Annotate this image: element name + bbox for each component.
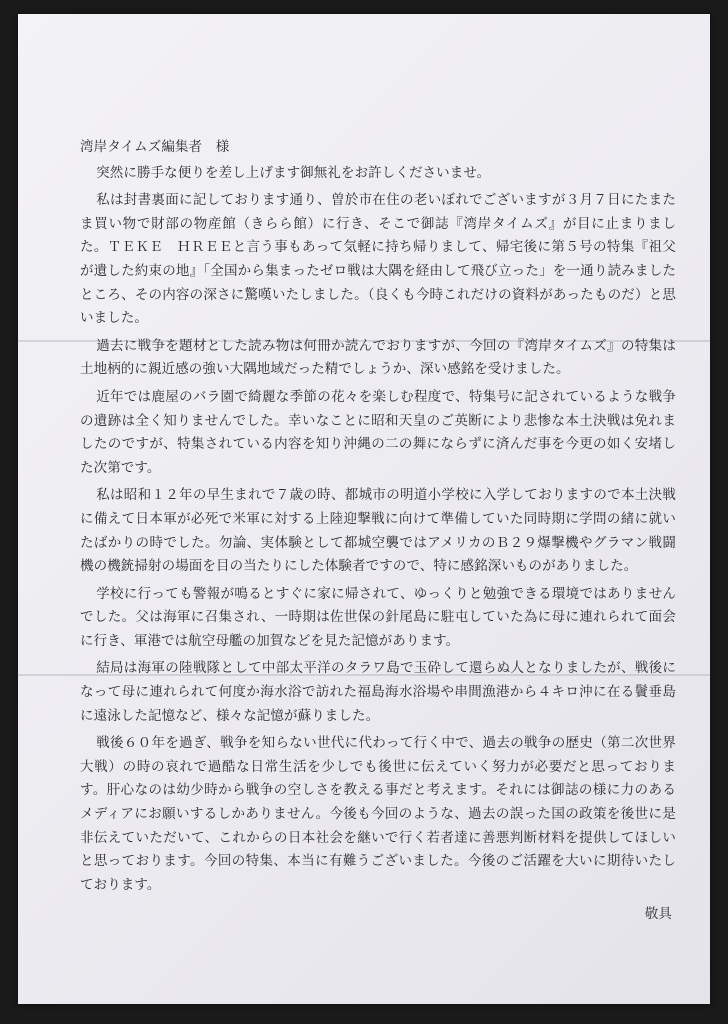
letter-page [18,14,710,1004]
letter-addressee: 湾岸タイムズ編集者 様 [80,139,230,155]
letter-paragraph: 近年では鹿屋のバラ園で綺麗な季節の花々を楽しむ程度で、特集号に記されているような戦争の遺跡は全く知りませんでした。幸いなことに昭和天皇のご英断により悲惨な本土決戦は免れましたのですが、特集されている内容を知り沖縄の二の舞にならずに済んだ事を今更の如く安堵した次第です。 [80,388,676,476]
letter-paragraph: 戦後６０年を過ぎ、戦争を知らない世代に代わって行く中で、過去の戦争の歴史（第二次世界大戦）の時の哀れで過酷な日常生活を少しでも後世に伝えていく努力が必要だと思っております。肝心なのは幼少時から戦争の空しさを教える事だと考えます。それには御誌の様に力のあるメディアにお願いするしかありません。今後も今回のような、過去の誤った国の政策を後世に是非伝えていただいて、これからの日本社会を継いで行く若者達に善悪判断材料を提供してほしいと思っております。今回の特集、本当に有難うございました。今後のご活躍を大いに期待いたしております。 [80,735,676,893]
letter-paragraph: 突然に勝手な便りを差し上げます御無礼をお許しくださいませ。 [96,164,491,181]
letter-paragraph: 過去に戦争を題材とした読み物は何冊か読んでおりますが、今回の『湾岸タイムズ』の特集は土地柄的に親近感の強い大隅地域だった精でしょうか、深い感銘を受けました。 [80,337,676,378]
letter-paragraph: 私は封書裏面に記しております通り、曽於市在住の老いぼれでございますが３月７日にたまたま買い物で財部の物産館（きらら館）に行き、そこで御誌『湾岸タイムズ』が目に止まりました。ＴＥＫＥ ＨＲＥＥと言う事もあって気軽に持ち帰りまして、帰宅後に第５号の特集『祖父が遺した約束の地』「全国から集まったゼロ戦は大隅を経由して飛び立った」を一通り読みましたところ、その内容の深さに驚嘆いたしました。（良くも今時これだけの資料があったものだ）と思いました。 [80,192,676,327]
letter-paragraph: 私は昭和１２年の早生まれで７歳の時、都城市の明道小学校に入学しておりますので本土決戦に備えて日本軍が必死で米軍に対する上陸迎撃戦に向けて準備していた同時期に学問の緒に就いたばかりの時でした。勿論、実体験として都城空襲ではアメリカのＢ２９爆撃機やグラマン戦闘機の機銃掃射の場面を目の当たりにした体験者ですので、特に感銘深いものがありました。 [80,487,676,575]
letter-closing: 敬具 [644,906,672,923]
letter-paragraph: 結局は海軍の陸戦隊として中部太平洋のタラワ島で玉砕して還らぬ人となりましたが、戦後になって母に連れられて何度か海水浴で訪れた福島海水浴場や串間漁港から４キロ沖に在る鬢垂島に遠泳した記憶など、様々な記憶が蘇りました。 [80,660,676,724]
letter-paragraph: 学校に行っても警報が鳴るとすぐに家に帰されて、ゆっくりと勉強できる環境ではありませんでした。父は海軍に召集され、一時期は佐世保の針尾島に駐屯していた為に母に連れられて面会に行き、軍港では航空母艦の加賀などを見た記憶があります。 [80,585,676,649]
letter-body [80,136,676,931]
